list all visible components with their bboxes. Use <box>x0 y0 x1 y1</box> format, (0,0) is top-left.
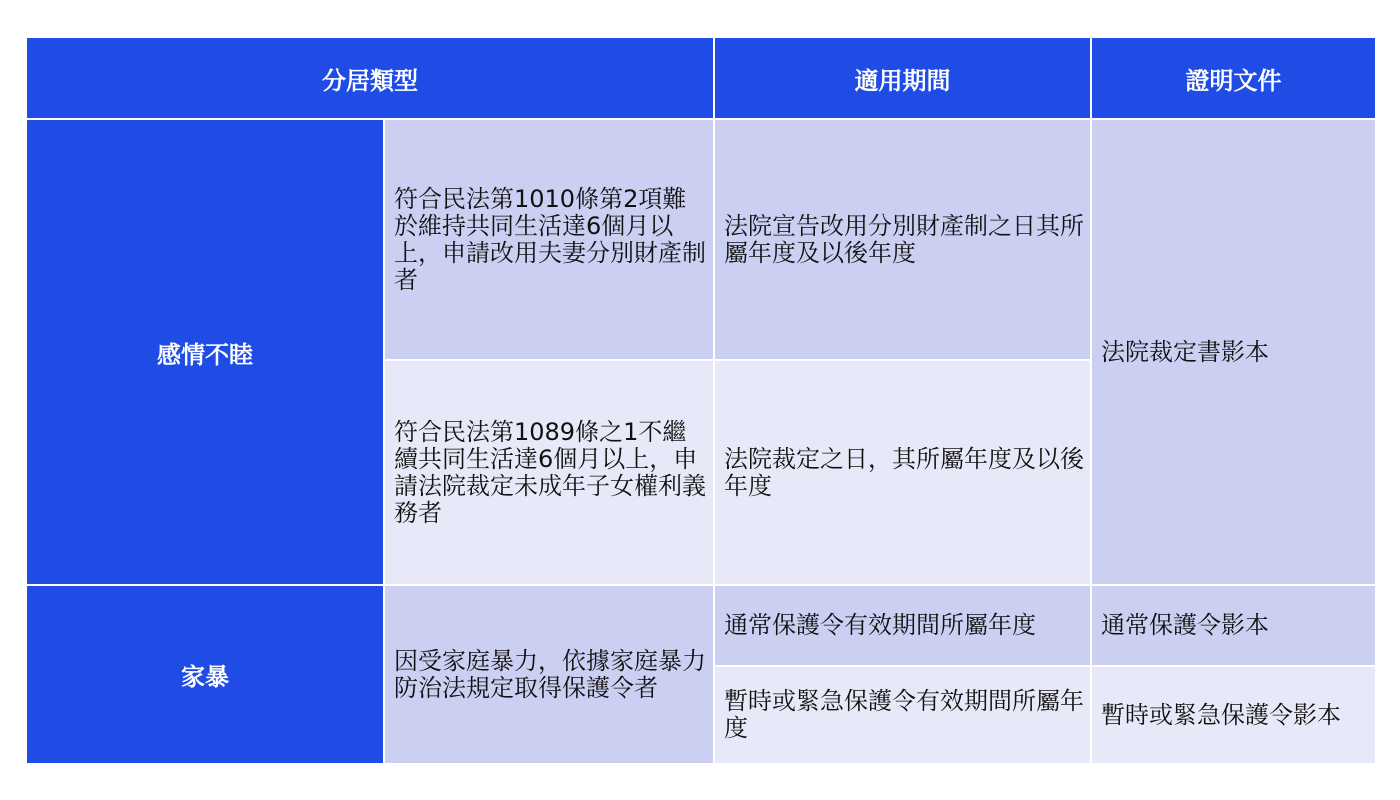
documents-cell: 通常保護令影本 <box>1091 585 1376 666</box>
period-cell: 暫時或緊急保護令有效期間所屬年度 <box>714 666 1091 764</box>
table-row <box>26 585 1376 666</box>
period-cell: 通常保護令有效期間所屬年度 <box>714 585 1091 666</box>
group-label-violence: 家暴 <box>26 585 384 764</box>
table-row <box>26 119 1376 360</box>
header-period: 適用期間 <box>714 37 1091 119</box>
separation-table <box>25 36 1377 765</box>
period-cell: 法院裁定之日，其所屬年度及以後年度 <box>714 360 1091 585</box>
group-label-emotion: 感情不睦 <box>26 119 384 585</box>
condition-cell: 符合民法第1089條之1不繼續共同生活達6個月以上，申請法院裁定未成年子女權利義務者 <box>384 360 714 585</box>
header-documents: 證明文件 <box>1091 37 1376 119</box>
condition-cell: 符合民法第1010條第2項難於維持共同生活達6個月以上，申請改用夫妻分別財產制者 <box>384 119 714 360</box>
condition-cell: 因受家庭暴力，依據家庭暴力防治法規定取得保護令者 <box>384 585 714 764</box>
header-type: 分居類型 <box>26 37 714 119</box>
documents-cell: 法院裁定書影本 <box>1091 119 1376 585</box>
documents-cell: 暫時或緊急保護令影本 <box>1091 666 1376 764</box>
header-row <box>26 37 1376 119</box>
period-cell: 法院宣告改用分別財產制之日其所屬年度及以後年度 <box>714 119 1091 360</box>
